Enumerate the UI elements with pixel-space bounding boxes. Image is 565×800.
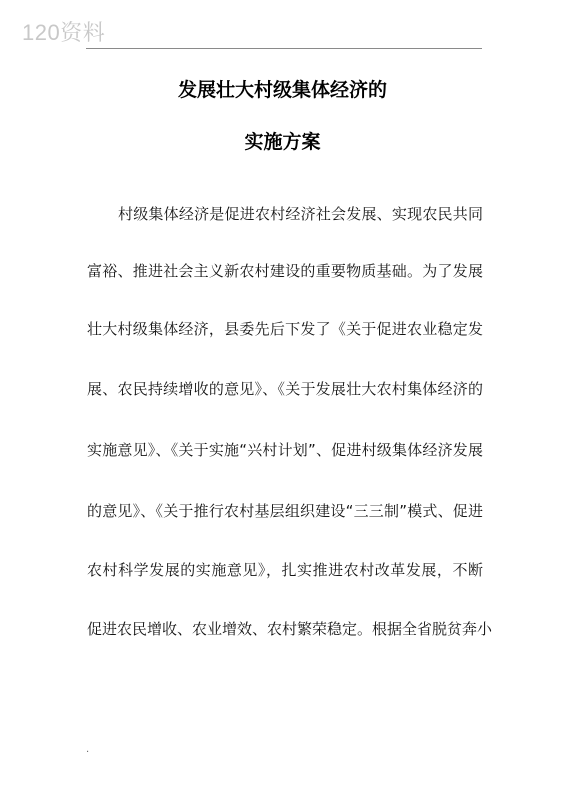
footer-mark: . <box>86 744 90 755</box>
body-text-line: 实施意见》、《关于实施“兴村计划”、促进村级集体经济发展 <box>87 441 483 459</box>
body-text-line: 的意见》、《关于推行农村基层组织建设“三三制”模式、促进 <box>87 502 483 520</box>
body-text-line: 村级集体经济是促进农村经济社会发展、实现农民共同 <box>118 205 483 223</box>
document-title-line-1: 发展壮大村级集体经济的 <box>177 79 387 101</box>
body-text-line: 农村科学发展的实施意见》，扎实推进农村改革发展，不断 <box>87 561 483 579</box>
header-rule <box>86 48 482 49</box>
body-text-line: 富裕、推进社会主义新农村建设的重要物质基础。为了发展 <box>87 262 483 280</box>
body-text-line: 壮大村级集体经济，县委先后下发了《关于促进农业稳定发 <box>87 320 483 338</box>
watermark-logo: 120资料 <box>22 20 106 45</box>
document-title-line-2: 实施方案 <box>244 131 321 153</box>
body-text-line: 促进农民增收、农业增效、农村繁荣稳定。根据全省脱贫奔小 <box>87 620 493 638</box>
body-text-line: 展、农民持续增收的意见》、《关于发展壮大农村集体经济的 <box>87 380 483 398</box>
